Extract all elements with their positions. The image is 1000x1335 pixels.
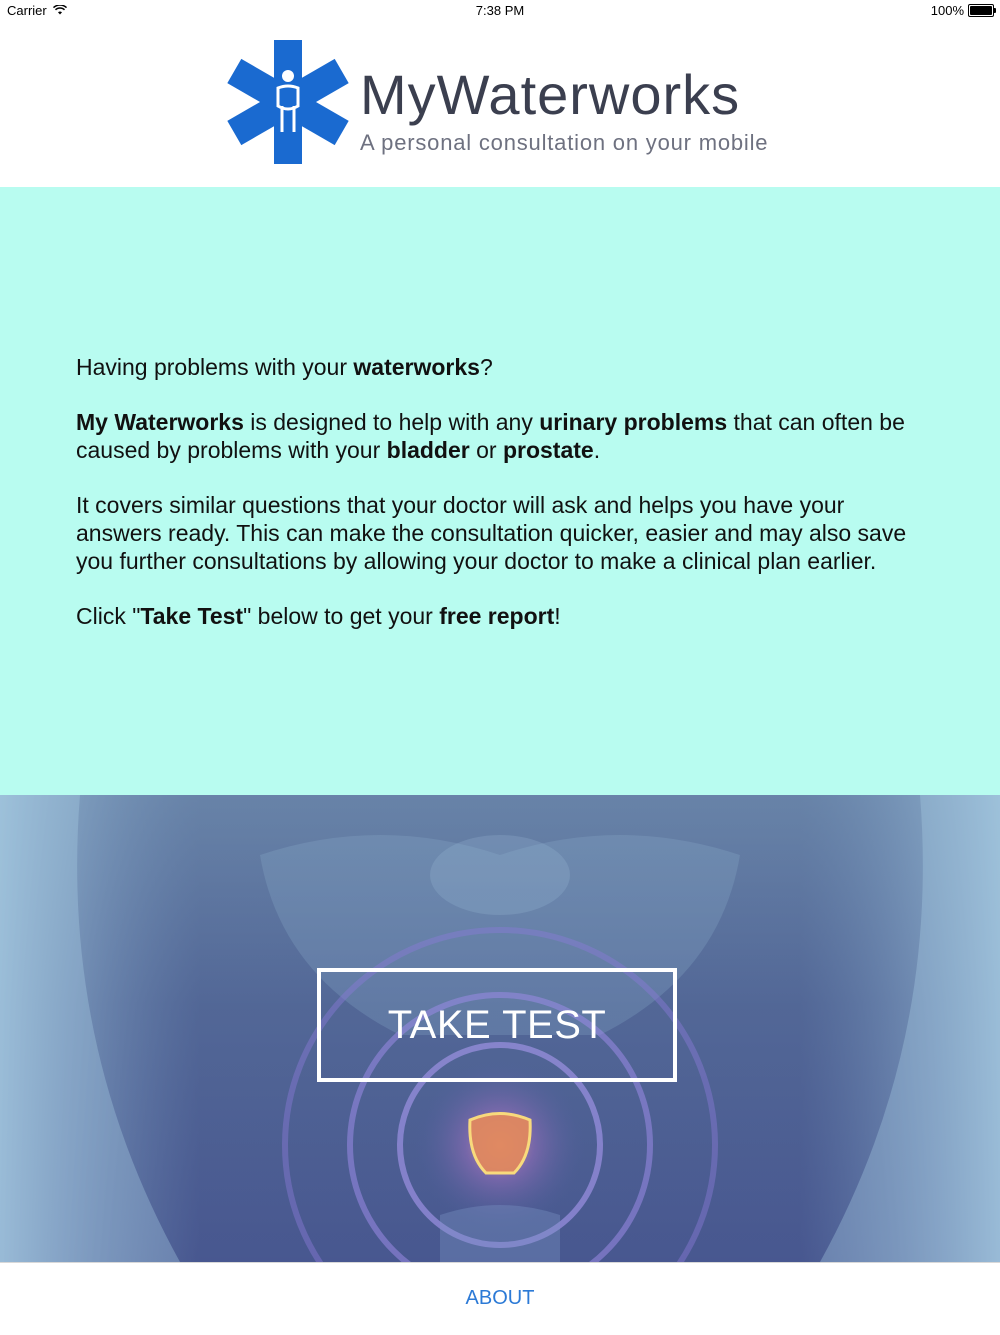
intro-text-run: Click " bbox=[76, 603, 141, 629]
intro-paragraph-4 bbox=[76, 602, 936, 630]
battery-percent: 100% bbox=[930, 3, 964, 18]
status-right bbox=[931, 3, 994, 18]
intro-bold-run: urinary problems bbox=[539, 409, 728, 435]
intro-text bbox=[76, 353, 936, 657]
star-of-life-logo-icon bbox=[226, 40, 350, 164]
carrier-label: Carrier bbox=[7, 3, 47, 18]
status-bar bbox=[0, 0, 1000, 22]
intro-paragraph-3: It covers similar questions that your doctor will ask and helps you have your answers ready. This can make the consultation quicker, easier and may also save you further consultations by allowing your doctor to make a clinical plan earlier. bbox=[76, 492, 907, 574]
about-link[interactable]: ABOUT bbox=[465, 1287, 535, 1309]
brand-tagline: A personal consultation on your mobile bbox=[360, 130, 769, 155]
brand-name: MyWaterworks bbox=[360, 63, 741, 126]
intro-text-run: " below to get your bbox=[243, 603, 440, 629]
intro-text-run: . bbox=[593, 437, 601, 463]
tab-bar bbox=[0, 1262, 1000, 1335]
app-header bbox=[0, 22, 1000, 187]
intro-bold-run: My Waterworks bbox=[76, 409, 244, 435]
take-test-button[interactable]: TAKE TEST bbox=[317, 968, 677, 1082]
intro-text-run: is designed to help with any bbox=[243, 409, 540, 435]
intro-text-run: Having problems with your bbox=[76, 354, 354, 380]
status-time: 7:38 PM bbox=[475, 3, 525, 18]
intro-bold-run: bladder bbox=[386, 437, 470, 463]
intro-paragraph-2 bbox=[76, 408, 936, 464]
intro-section bbox=[0, 187, 1000, 795]
intro-bold-run: free report bbox=[439, 603, 555, 629]
intro-bold-run: Take Test bbox=[140, 603, 244, 629]
intro-bold-run: prostate bbox=[502, 437, 594, 463]
intro-text-run: ! bbox=[554, 603, 561, 629]
battery-icon bbox=[968, 4, 994, 17]
intro-bold-run: waterworks bbox=[353, 354, 480, 380]
hero-section bbox=[0, 795, 1000, 1262]
intro-text-run: that can often be caused by problems with your bbox=[76, 409, 905, 463]
intro-text-run: or bbox=[469, 437, 503, 463]
intro-paragraph-1 bbox=[76, 353, 936, 381]
intro-text-run: ? bbox=[479, 354, 493, 380]
